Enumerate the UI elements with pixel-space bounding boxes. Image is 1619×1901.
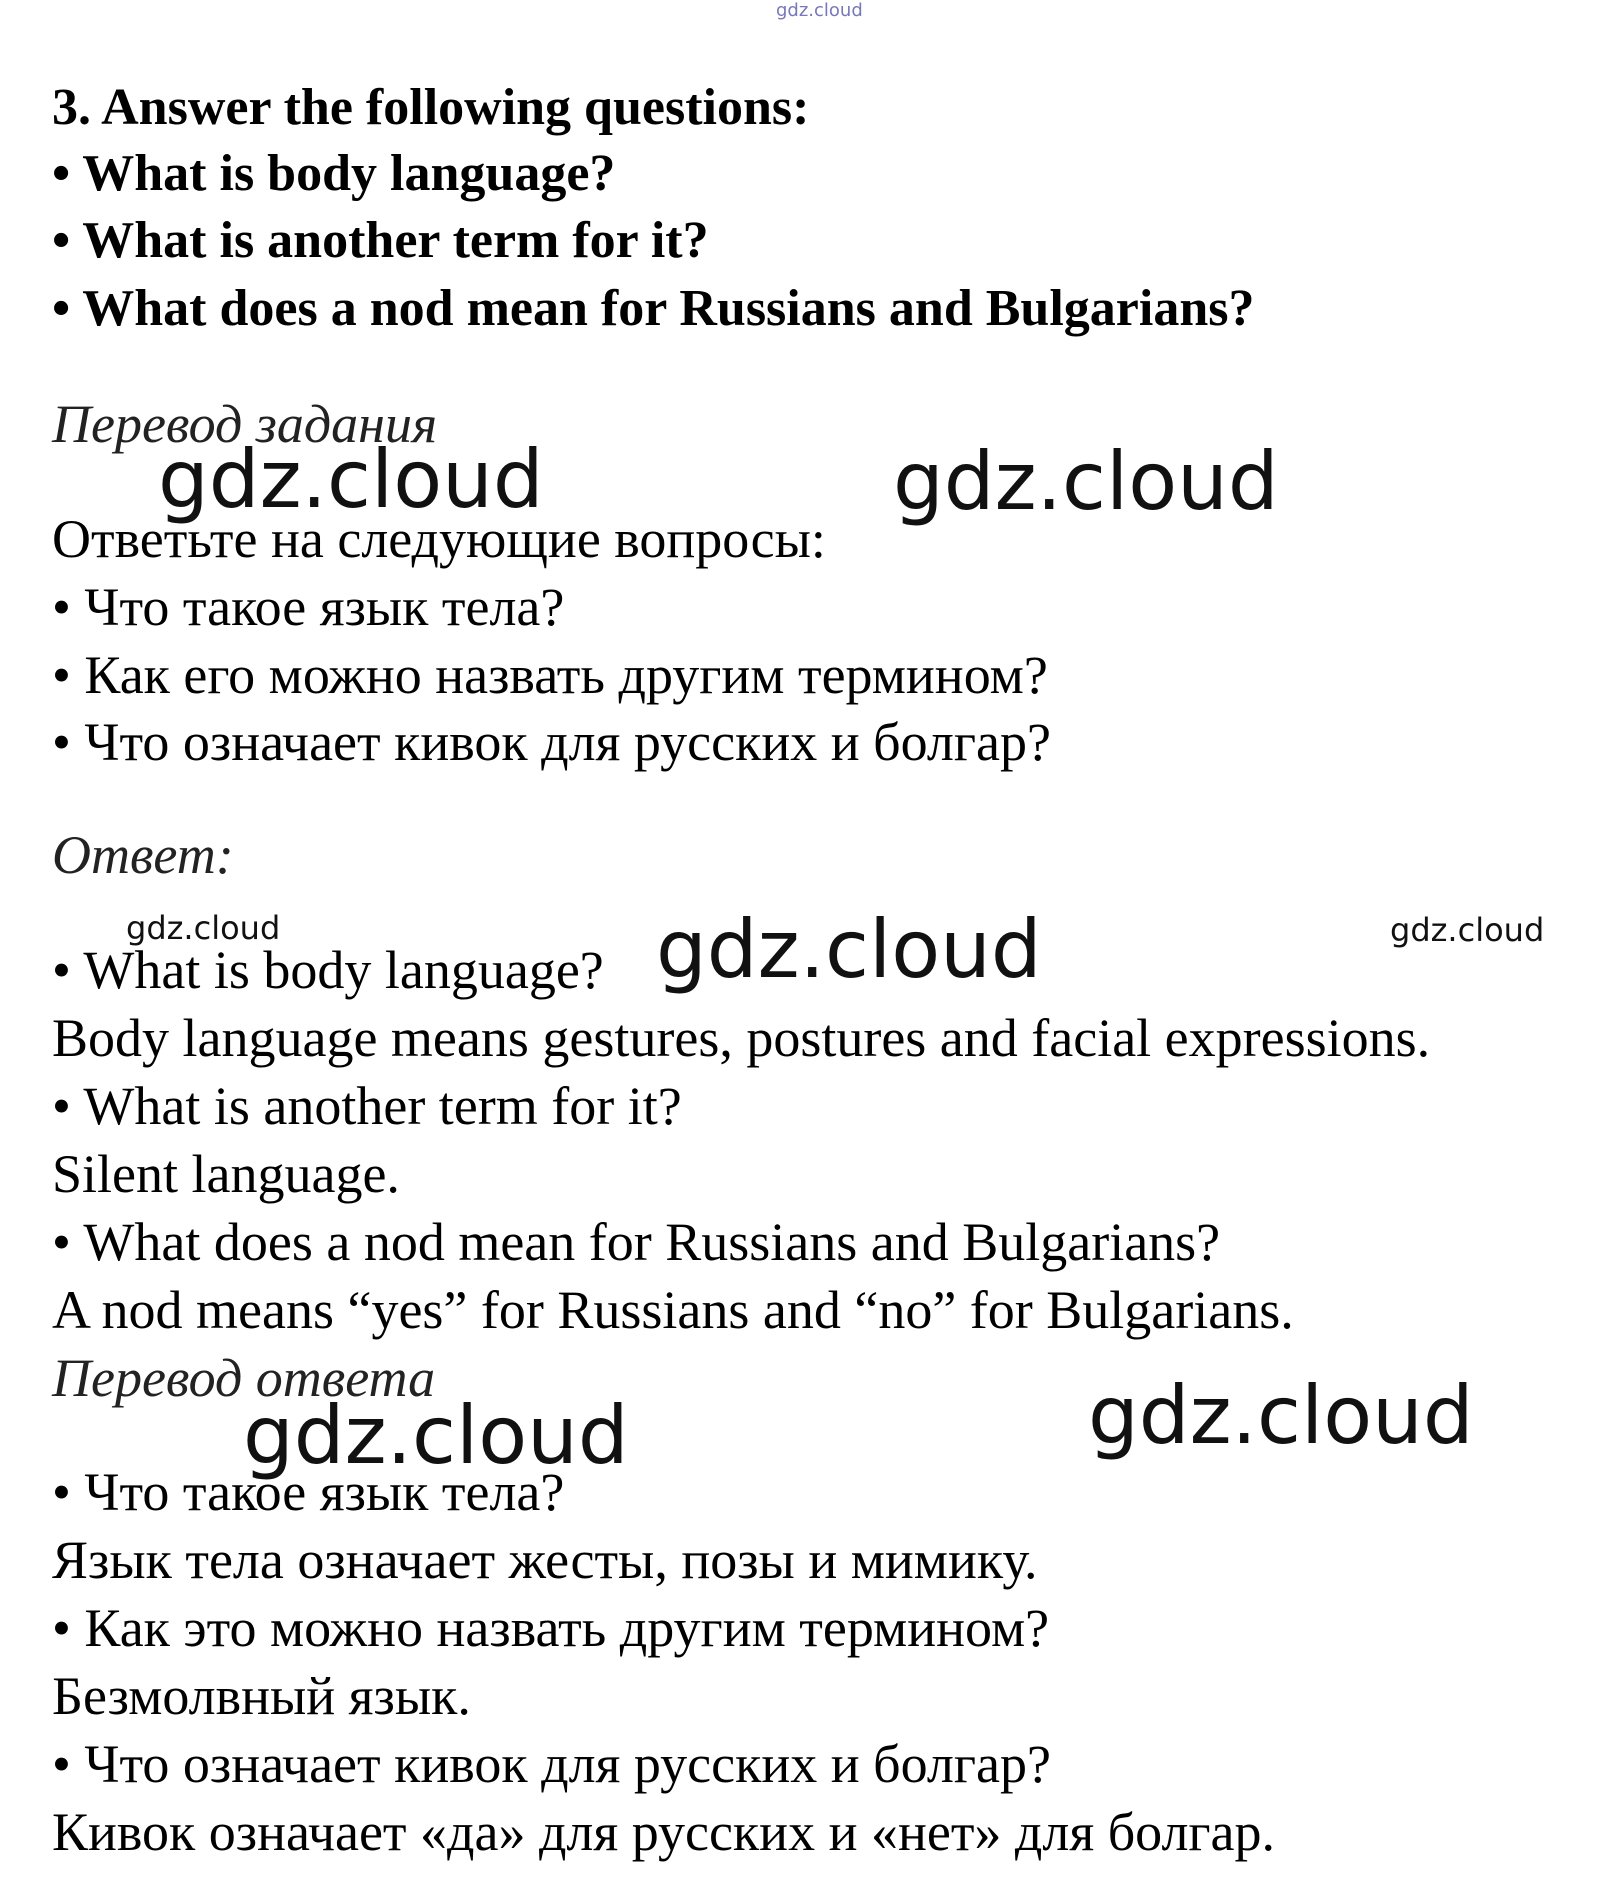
- watermark: gdz.cloud: [243, 1389, 629, 1482]
- answer-translation-line-3: • Как это можно назвать другим термином?: [52, 1598, 1050, 1658]
- watermark: gdz.cloud: [1390, 911, 1545, 949]
- task-question-2: • What is another term for it?: [52, 212, 709, 269]
- answer-line-1: • What is body language?: [52, 940, 604, 1000]
- task-question-3: • What does a nod mean for Russians and Bulgarians?: [52, 280, 1255, 337]
- watermark: gdz.cloud: [893, 435, 1279, 528]
- answer-translation-line-5: • Что означает кивок для русских и болгар?: [52, 1734, 1051, 1794]
- task-title: 3. Answer the following questions:: [52, 79, 810, 136]
- answer-line-4: Silent language.: [52, 1144, 400, 1204]
- answer-line-5: • What does a nod mean for Russians and Bulgarians?: [52, 1212, 1221, 1272]
- answer-line-3: • What is another term for it?: [52, 1076, 682, 1136]
- answer-heading: Ответ:: [52, 825, 234, 885]
- watermark: gdz.cloud: [126, 909, 281, 947]
- answer-translation-line-4: Безмолвный язык.: [52, 1666, 471, 1726]
- task-translation-question-3: • Что означает кивок для русских и болгар?: [52, 712, 1051, 772]
- task-translation-heading: Перевод задания: [52, 394, 438, 454]
- answer-translation-heading: Перевод ответа: [52, 1348, 436, 1408]
- watermark: gdz.cloud: [656, 903, 1042, 996]
- task-translation-question-1: • Что такое язык тела?: [52, 577, 565, 637]
- answer-line-2: Body language means gestures, postures and facial expressions.: [52, 1008, 1431, 1068]
- task-translation-question-2: • Как его можно назвать другим термином?: [52, 645, 1048, 705]
- answer-line-6: A nod means “yes” for Russians and “no” for Bulgarians.: [52, 1280, 1294, 1340]
- answer-translation-line-2: Язык тела означает жесты, позы и мимику.: [52, 1530, 1038, 1590]
- task-translation-intro: Ответьте на следующие вопросы:: [52, 509, 826, 569]
- answer-translation-line-1: • Что такое язык тела?: [52, 1462, 565, 1522]
- watermark: gdz.cloud: [1088, 1369, 1474, 1462]
- answer-translation-line-6: Кивок означает «да» для русских и «нет» для болгар.: [52, 1802, 1276, 1862]
- watermark: gdz.cloud: [158, 433, 544, 526]
- header-watermark: gdz.cloud: [776, 0, 863, 21]
- task-question-1: • What is body language?: [52, 145, 616, 202]
